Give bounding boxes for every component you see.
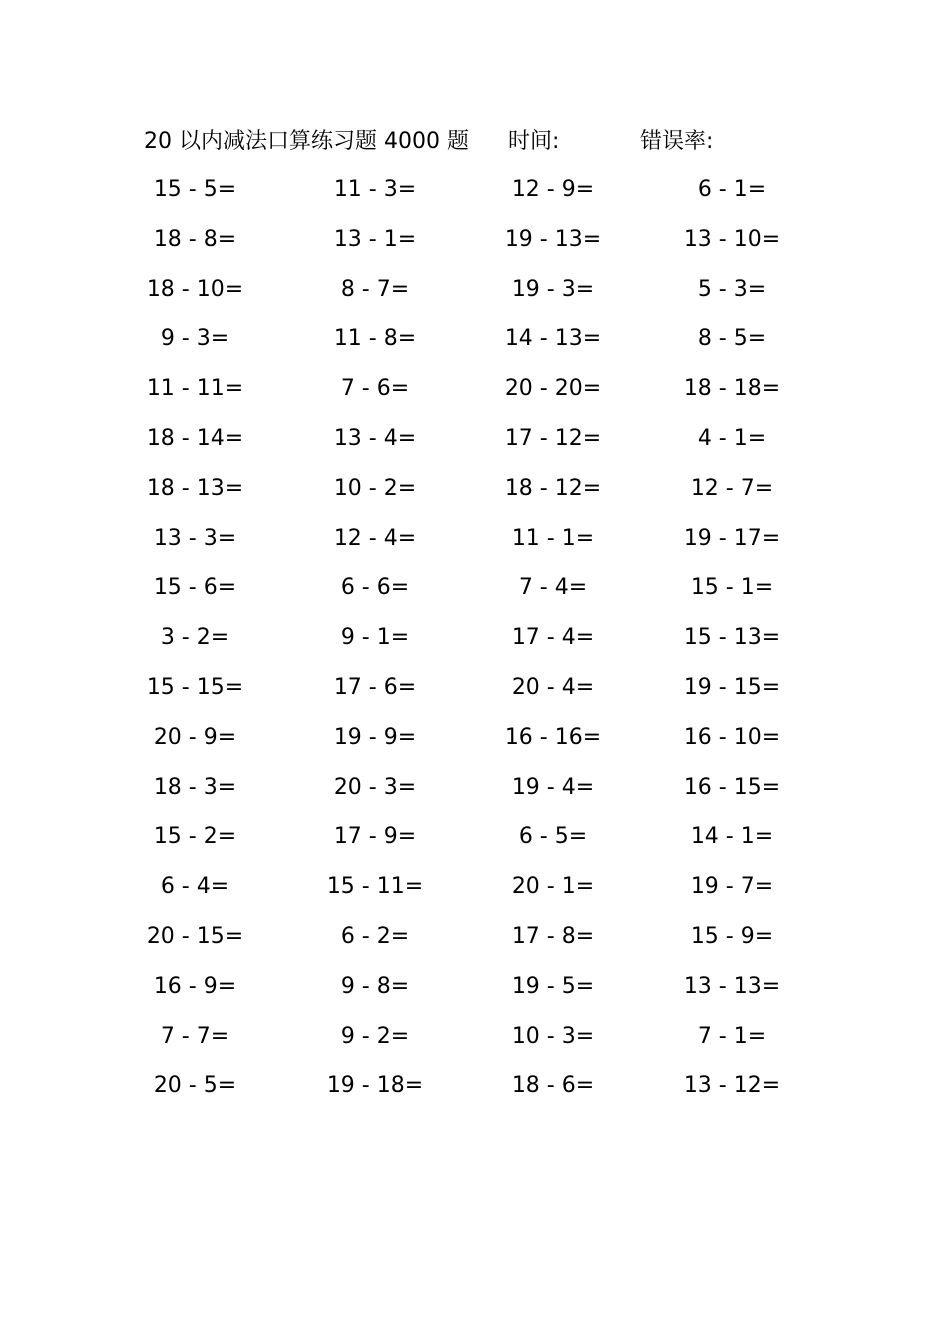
subtraction-problem: 8 - 5= [697, 326, 767, 352]
subtraction-problem: 20 - 4= [511, 674, 595, 700]
subtraction-problem: 7 - 7= [160, 1023, 230, 1049]
subtraction-problem: 10 - 3= [511, 1023, 595, 1049]
problem-row [0, 614, 950, 664]
problem-row [0, 1062, 950, 1112]
subtraction-problem: 6 - 1= [697, 177, 767, 202]
subtraction-problem: 13 - 13= [683, 973, 781, 999]
problem-row [0, 913, 950, 963]
subtraction-problem: 7 - 4= [518, 575, 588, 601]
subtraction-problem: 6 - 2= [340, 923, 410, 949]
problem-grid [0, 166, 950, 1112]
problem-row [0, 216, 950, 266]
subtraction-problem: 9 - 2= [340, 1023, 410, 1049]
subtraction-problem: 13 - 10= [683, 226, 781, 252]
worksheet-title: 20 以内减法口算练习题 4000 题 [144, 129, 469, 154]
problem-row [0, 714, 950, 764]
subtraction-problem: 12 - 9= [511, 177, 595, 202]
worksheet-header [144, 126, 844, 158]
subtraction-problem: 17 - 12= [504, 425, 602, 451]
subtraction-problem: 3 - 2= [160, 625, 230, 651]
subtraction-problem: 15 - 11= [326, 874, 424, 900]
subtraction-problem: 16 - 10= [683, 724, 781, 750]
subtraction-problem: 20 - 3= [333, 774, 417, 800]
subtraction-problem: 9 - 3= [160, 326, 230, 352]
subtraction-problem: 18 - 10= [146, 276, 244, 302]
subtraction-problem: 19 - 4= [511, 774, 595, 800]
subtraction-problem: 9 - 1= [340, 625, 410, 651]
problem-row [0, 515, 950, 565]
subtraction-problem: 17 - 6= [333, 674, 417, 700]
subtraction-problem: 13 - 4= [333, 425, 417, 451]
problem-row [0, 764, 950, 814]
problem-row [0, 664, 950, 714]
subtraction-problem: 16 - 16= [504, 724, 602, 750]
subtraction-problem: 18 - 14= [146, 425, 244, 451]
subtraction-problem: 13 - 3= [153, 525, 237, 551]
subtraction-problem: 20 - 5= [153, 1073, 237, 1099]
subtraction-problem: 6 - 4= [160, 874, 230, 900]
subtraction-problem: 11 - 1= [511, 525, 595, 551]
subtraction-problem: 4 - 1= [697, 425, 767, 451]
problem-row [0, 365, 950, 415]
subtraction-problem: 6 - 5= [518, 824, 588, 850]
subtraction-problem: 16 - 9= [153, 973, 237, 999]
subtraction-problem: 9 - 8= [340, 973, 410, 999]
subtraction-problem: 17 - 9= [333, 824, 417, 850]
problem-row [0, 863, 950, 913]
subtraction-problem: 8 - 7= [340, 276, 410, 302]
subtraction-problem: 15 - 1= [690, 575, 774, 601]
subtraction-problem: 14 - 1= [690, 824, 774, 850]
subtraction-problem: 15 - 5= [153, 177, 237, 202]
subtraction-problem: 7 - 1= [697, 1023, 767, 1049]
subtraction-problem: 7 - 6= [340, 376, 410, 402]
time-label: 时间: [508, 129, 560, 154]
subtraction-problem: 10 - 2= [333, 475, 417, 501]
error-rate-label: 错误率: [640, 129, 714, 154]
subtraction-problem: 18 - 6= [511, 1073, 595, 1099]
subtraction-problem: 16 - 15= [683, 774, 781, 800]
subtraction-problem: 15 - 9= [690, 923, 774, 949]
subtraction-problem: 20 - 9= [153, 724, 237, 750]
subtraction-problem: 20 - 1= [511, 874, 595, 900]
subtraction-problem: 18 - 18= [683, 376, 781, 402]
subtraction-problem: 18 - 12= [504, 475, 602, 501]
subtraction-problem: 5 - 3= [697, 276, 767, 302]
subtraction-problem: 17 - 8= [511, 923, 595, 949]
subtraction-problem: 19 - 13= [504, 226, 602, 252]
subtraction-problem: 11 - 3= [333, 177, 417, 202]
subtraction-problem: 18 - 13= [146, 475, 244, 501]
subtraction-problem: 17 - 4= [511, 625, 595, 651]
subtraction-problem: 14 - 13= [504, 326, 602, 352]
subtraction-problem: 19 - 15= [683, 674, 781, 700]
problem-row [0, 415, 950, 465]
subtraction-problem: 15 - 2= [153, 824, 237, 850]
subtraction-problem: 15 - 6= [153, 575, 237, 601]
problem-row [0, 315, 950, 365]
problem-row [0, 166, 950, 216]
subtraction-problem: 11 - 11= [146, 376, 244, 402]
subtraction-problem: 18 - 3= [153, 774, 237, 800]
subtraction-problem: 15 - 15= [146, 674, 244, 700]
subtraction-problem: 12 - 4= [333, 525, 417, 551]
subtraction-problem: 12 - 7= [690, 475, 774, 501]
subtraction-problem: 15 - 13= [683, 625, 781, 651]
subtraction-problem: 19 - 17= [683, 525, 781, 551]
subtraction-problem: 19 - 7= [690, 874, 774, 900]
problem-row [0, 1013, 950, 1063]
subtraction-problem: 20 - 20= [504, 376, 602, 402]
subtraction-problem: 19 - 9= [333, 724, 417, 750]
subtraction-problem: 13 - 1= [333, 226, 417, 252]
problem-row [0, 266, 950, 316]
subtraction-problem: 19 - 3= [511, 276, 595, 302]
subtraction-problem: 11 - 8= [333, 326, 417, 352]
problem-row [0, 465, 950, 515]
problem-row [0, 813, 950, 863]
subtraction-problem: 6 - 6= [340, 575, 410, 601]
subtraction-problem: 18 - 8= [153, 226, 237, 252]
subtraction-problem: 19 - 5= [511, 973, 595, 999]
problem-row [0, 963, 950, 1013]
subtraction-problem: 13 - 12= [683, 1073, 781, 1099]
problem-row [0, 564, 950, 614]
subtraction-problem: 19 - 18= [326, 1073, 424, 1099]
subtraction-problem: 20 - 15= [146, 923, 244, 949]
